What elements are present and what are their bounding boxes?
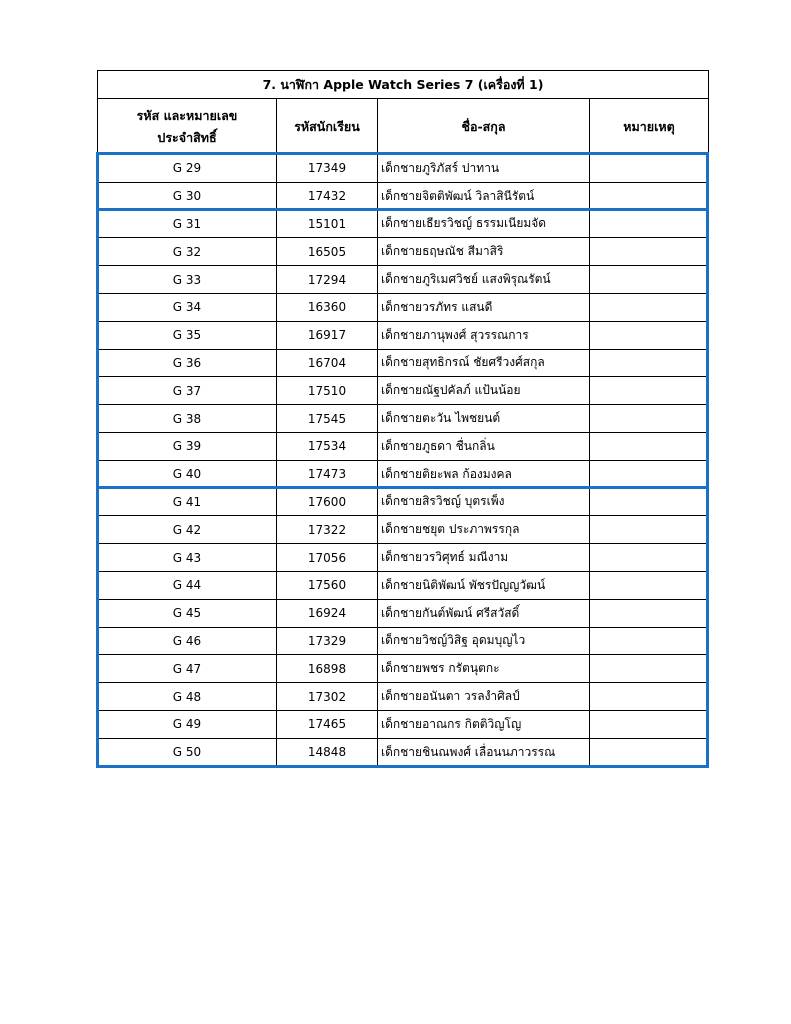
row-note [590,544,709,572]
row-name: เด็กชายชินณพงศ์ เลื่อนนภาวรรณ [378,738,590,766]
row-code: G 40 [98,460,277,488]
row-student-id: 17294 [277,266,378,294]
row-code: G 33 [98,266,277,294]
row-name: เด็กชายชยุต ประภาพรรกุล [378,516,590,544]
row-student-id: 17560 [277,571,378,599]
row-note [590,210,709,238]
row-code: G 34 [98,293,277,321]
row-name: เด็กชายภูริภัสร์ ปาทาน [378,155,590,183]
table-row [98,544,709,572]
table-row [98,266,709,294]
header-name: ชื่อ-สกุล [378,99,590,155]
row-student-id: 14848 [277,738,378,766]
row-code: G 30 [98,182,277,210]
row-name: เด็กชายสิรวิชญ์ บุตรเพ็ง [378,488,590,516]
row-name: เด็กชายวิชญ์วิสิฐ อุดมบุญไว [378,627,590,655]
row-code: G 50 [98,738,277,766]
row-note [590,571,709,599]
row-student-id: 17302 [277,683,378,711]
row-note [590,182,709,210]
table-row [98,210,709,238]
row-name: เด็กชายนิติพัฒน์ พัชรปัญญวัฒน์ [378,571,590,599]
row-code: G 49 [98,710,277,738]
row-student-id: 16505 [277,238,378,266]
table-row [98,238,709,266]
row-student-id: 15101 [277,210,378,238]
table-row [98,655,709,683]
row-code: G 31 [98,210,277,238]
row-student-id: 17545 [277,405,378,433]
table-row [98,571,709,599]
row-code: G 42 [98,516,277,544]
row-student-id: 17322 [277,516,378,544]
table-row [98,321,709,349]
table-row [98,683,709,711]
table-row [98,710,709,738]
row-name: เด็กชายภูริเมศวิชย์ แสงพิรุณรัตน์ [378,266,590,294]
row-student-id: 17349 [277,155,378,183]
row-code: G 47 [98,655,277,683]
table-row [98,349,709,377]
row-student-id: 16704 [277,349,378,377]
row-name: เด็กชายเธียรวิชญ์ ธรรมเนียมจัด [378,210,590,238]
row-note [590,627,709,655]
row-note [590,738,709,766]
row-note [590,488,709,516]
row-name: เด็กชายภูธดา ชื่นกลิ่น [378,432,590,460]
header-code-line2: ประจำสิทธิ์ [157,129,217,145]
row-name: เด็กชายจิตติพัฒน์ วิลาสินีรัตน์ [378,182,590,210]
row-note [590,293,709,321]
row-student-id: 17465 [277,710,378,738]
table-row [98,738,709,766]
table-row [98,516,709,544]
row-name: เด็กชายวรภัทร แสนดี [378,293,590,321]
row-name: เด็กชายพชร กรัตนุตกะ [378,655,590,683]
row-student-id: 17510 [277,377,378,405]
row-code: G 29 [98,155,277,183]
table-body [98,155,709,767]
table-title: 7. นาฬิกา Apple Watch Series 7 (เครื่องที่ 1) [98,71,709,99]
row-student-id: 16360 [277,293,378,321]
table-row [98,155,709,183]
row-note [590,266,709,294]
row-student-id: 16924 [277,599,378,627]
row-name: เด็กชายภานุพงศ์ สุวรรณการ [378,321,590,349]
row-code: G 43 [98,544,277,572]
prize-list-table [97,70,709,767]
row-student-id: 17473 [277,460,378,488]
table-row [98,488,709,516]
table-row [98,460,709,488]
row-note [590,432,709,460]
row-student-id: 17329 [277,627,378,655]
row-code: G 45 [98,599,277,627]
row-code: G 32 [98,238,277,266]
row-note [590,683,709,711]
row-student-id: 16898 [277,655,378,683]
row-note [590,377,709,405]
table-row [98,405,709,433]
row-student-id: 17432 [277,182,378,210]
row-note [590,349,709,377]
row-code: G 41 [98,488,277,516]
row-code: G 35 [98,321,277,349]
row-name: เด็กชายตะวัน ไพชยนต์ [378,405,590,433]
table-row [98,432,709,460]
row-name: เด็กชายกันต์พัฒน์ ศรีสวัสดิ์ [378,599,590,627]
header-code-line1: รหัส และหมายเลข [136,107,238,123]
table-header-row [98,99,709,155]
row-code: G 38 [98,405,277,433]
row-code: G 46 [98,627,277,655]
table-row [98,627,709,655]
row-student-id: 17534 [277,432,378,460]
row-note [590,710,709,738]
row-name: เด็กชายธฤษณัช สีมาสิริ [378,238,590,266]
header-note: หมายเหตุ [590,99,709,155]
table-row [98,293,709,321]
row-code: G 36 [98,349,277,377]
table-row [98,182,709,210]
header-student-id: รหัสนักเรียน [277,99,378,155]
row-code: G 44 [98,571,277,599]
row-note [590,655,709,683]
row-name: เด็กชายณัฐปคัลภ์ แป้นน้อย [378,377,590,405]
row-note [590,460,709,488]
row-code: G 37 [98,377,277,405]
row-name: เด็กชายสุทธิกรณ์ ชัยศรีวงศ์สกุล [378,349,590,377]
row-name: เด็กชายอนันตา วรลงำศิลป์ [378,683,590,711]
row-name: เด็กชายติยะพล ก้องมงคล [378,460,590,488]
row-note [590,321,709,349]
header-code [98,99,277,155]
row-note [590,238,709,266]
row-note [590,599,709,627]
row-student-id: 17600 [277,488,378,516]
row-code: G 39 [98,432,277,460]
row-name: เด็กชายอาณกร กิตติวิญโญ [378,710,590,738]
table-row [98,377,709,405]
row-note [590,405,709,433]
row-student-id: 17056 [277,544,378,572]
row-name: เด็กชายวรวิศุทธ์ มณีงาม [378,544,590,572]
row-note [590,155,709,183]
table-row [98,599,709,627]
row-note [590,516,709,544]
table-title-row [98,71,709,99]
row-student-id: 16917 [277,321,378,349]
row-code: G 48 [98,683,277,711]
